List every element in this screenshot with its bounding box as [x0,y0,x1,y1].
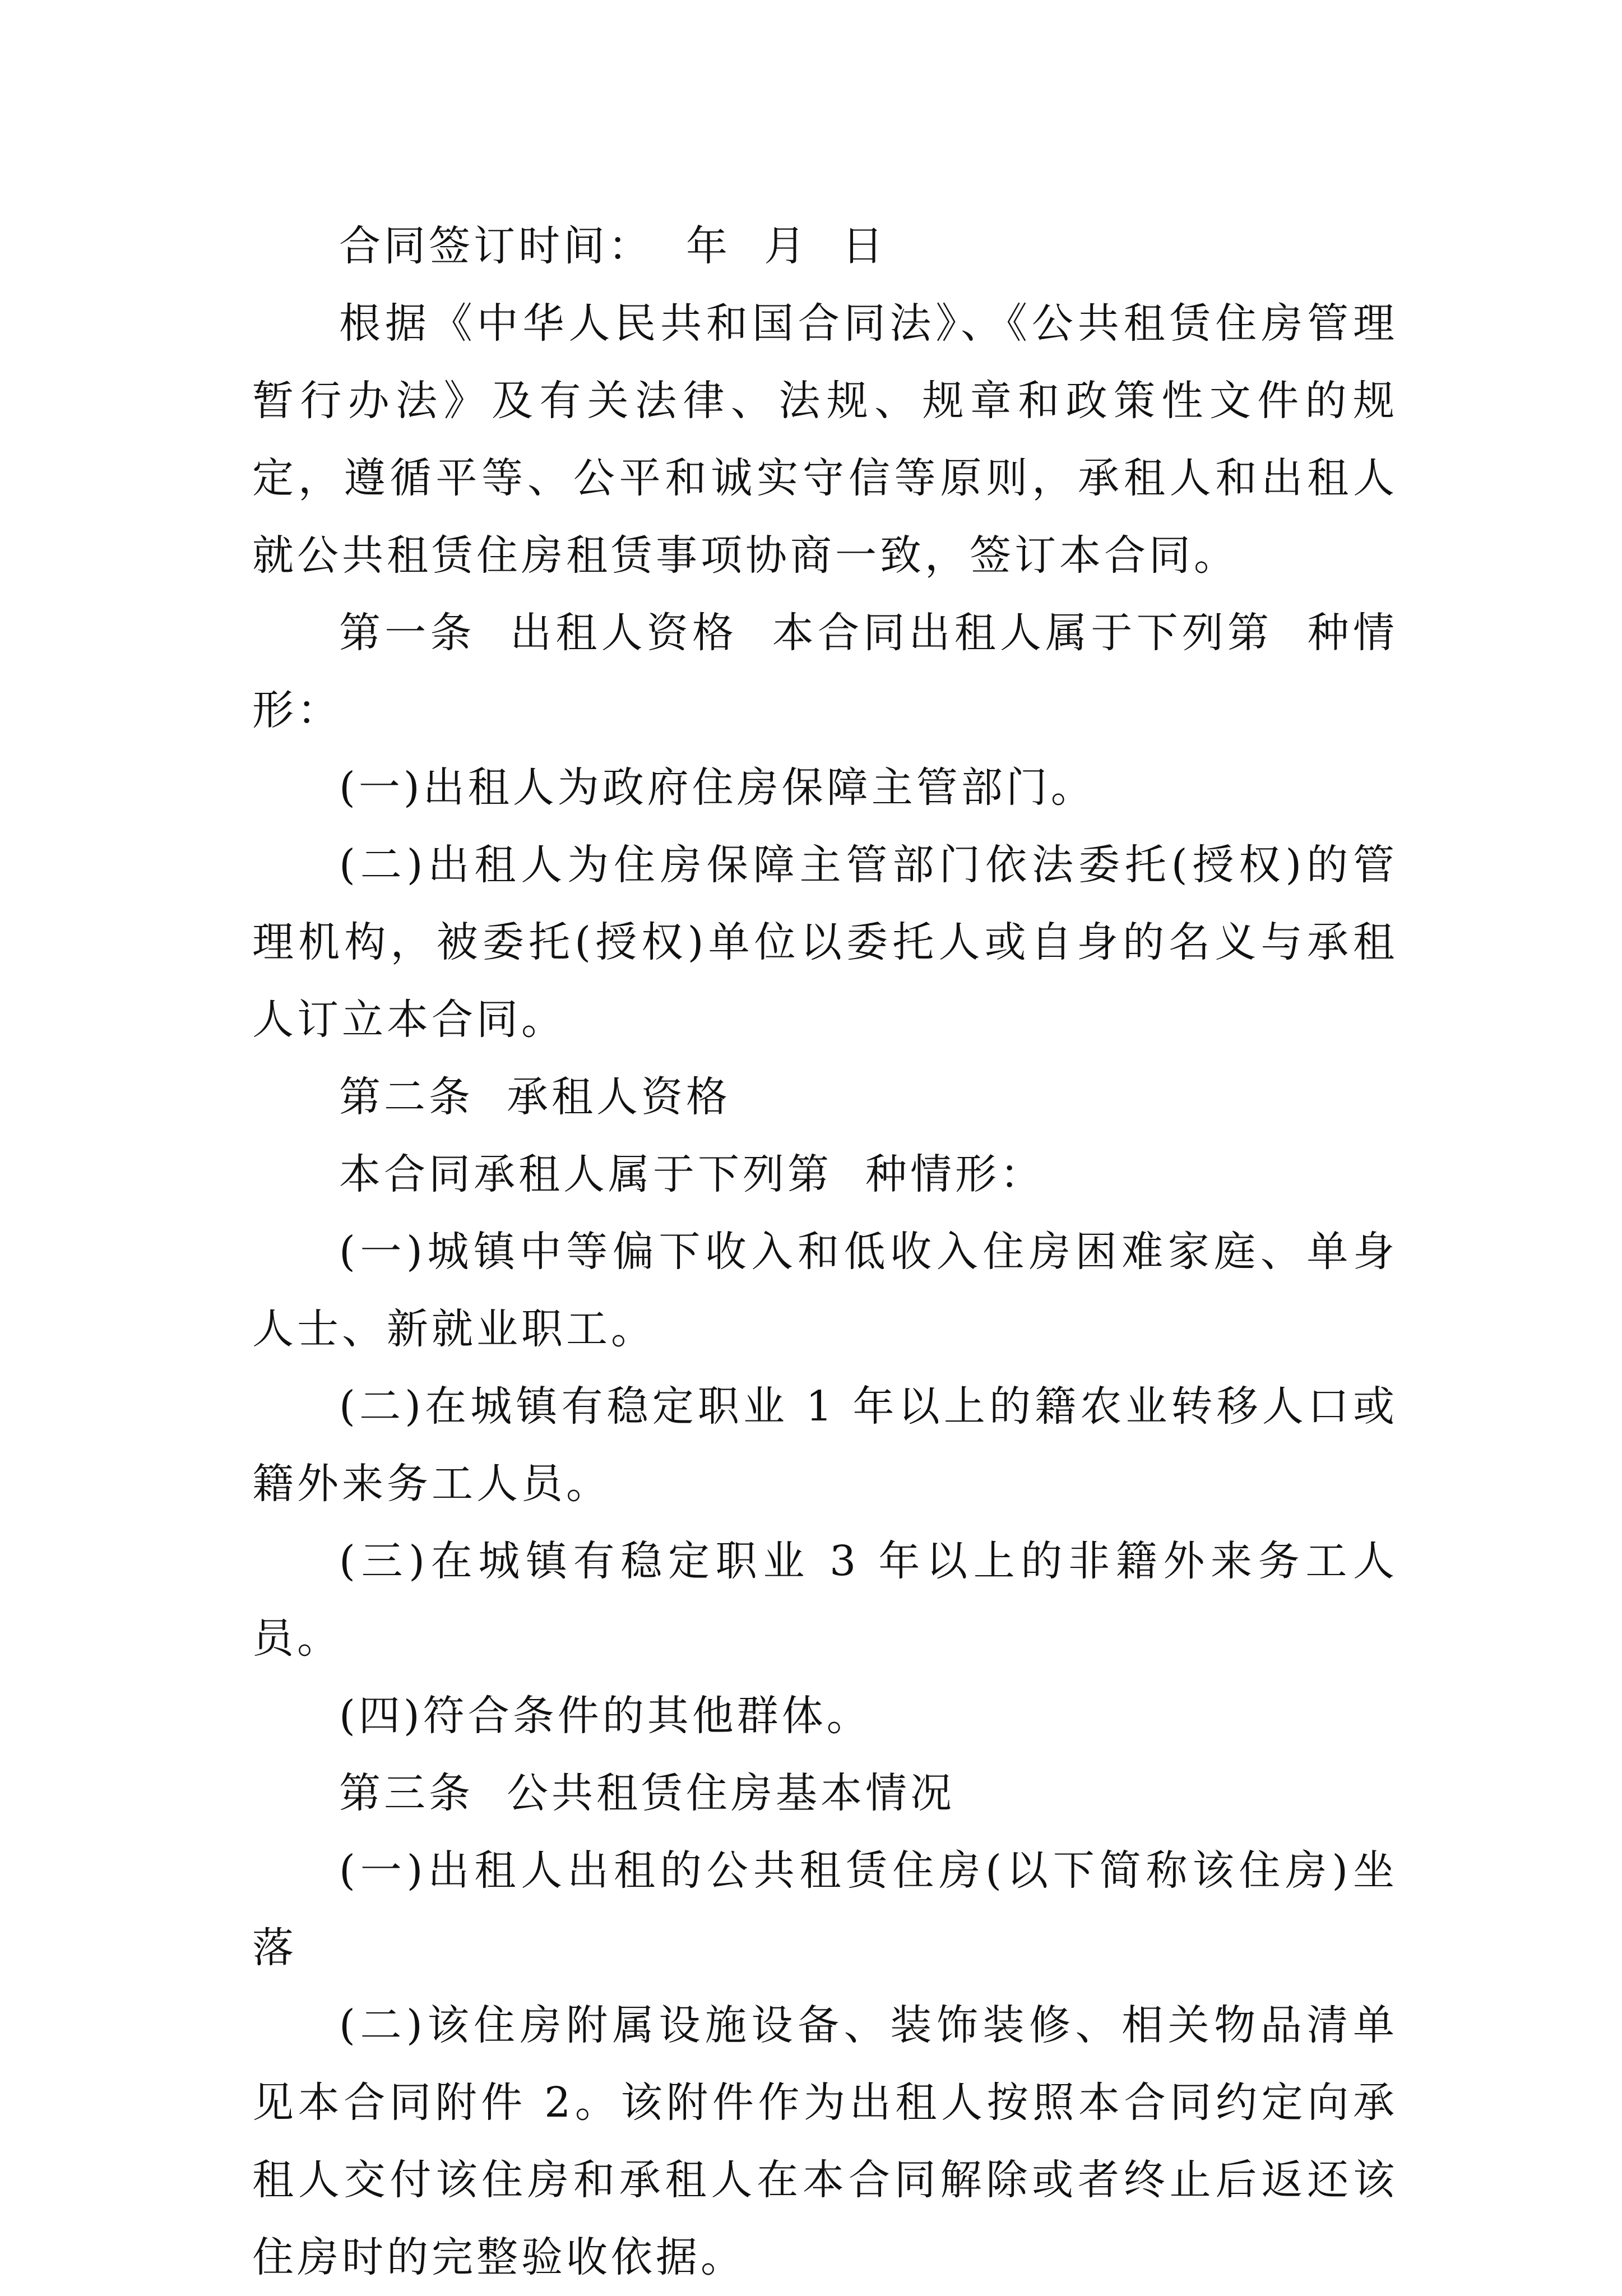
article-2-heading: 第二条 承租人资格 [339,1073,731,1121]
article-2-intro: 本合同承租人属于下列第 种情形： [339,1150,1045,1198]
article-3-heading: 第三条 公共租赁住房基本情况 [339,1769,956,1817]
article-3-item-2: (二)该住房附属设施设备、装饰装修、相关物品清单见本合同附件 2。该附件作为出租人按照本合同约定向承租人交付该住房和承租人在本合同解除或者终止后返还该住房时的完整验收依据。 [252,2001,1398,2281]
contract-preamble: 根据《中华人民共和国合同法》、《公共租赁住房管理暂行办法》及有关法律、法规、规章和政策性文件的规定，遵循平等、公平和诚实守信等原则，承租人和出租人就公共租赁住房租赁事项协商一致，签订本合同。 [252,299,1398,580]
article-2-item-3: (三)在城镇有稳定职业 3 年以上的非籍外来务工人员。 [252,1537,1398,1663]
article-1-item-1: (一)出租人为政府住房保障主管部门。 [339,763,1096,812]
article-3-item-1: (一)出租人出租的公共租赁住房(以下简称该住房)坐落 [252,1846,1398,1972]
article-2-item-4: (四)符合条件的其他群体。 [339,1692,872,1740]
article-1-heading: 第一条 出租人资格 本合同出租人属于下列第 种情形： [252,609,1398,734]
article-1-item-2: (二)出租人为住房保障主管部门依法委托(授权)的管理机构，被委托(授权)单位以委托人或自身的名义与承租人订立本合同。 [252,841,1398,1044]
article-2-item-1: (一)城镇中等偏下收入和低收入住房困难家庭、单身人士、新就业职工。 [252,1228,1398,1353]
article-2-item-2: (二)在城镇有稳定职业 1 年以上的籍农业转移人口或籍外来务工人员。 [252,1382,1398,1508]
contract-signing-date: 合同签订时间： 年 月 日 [339,222,887,270]
